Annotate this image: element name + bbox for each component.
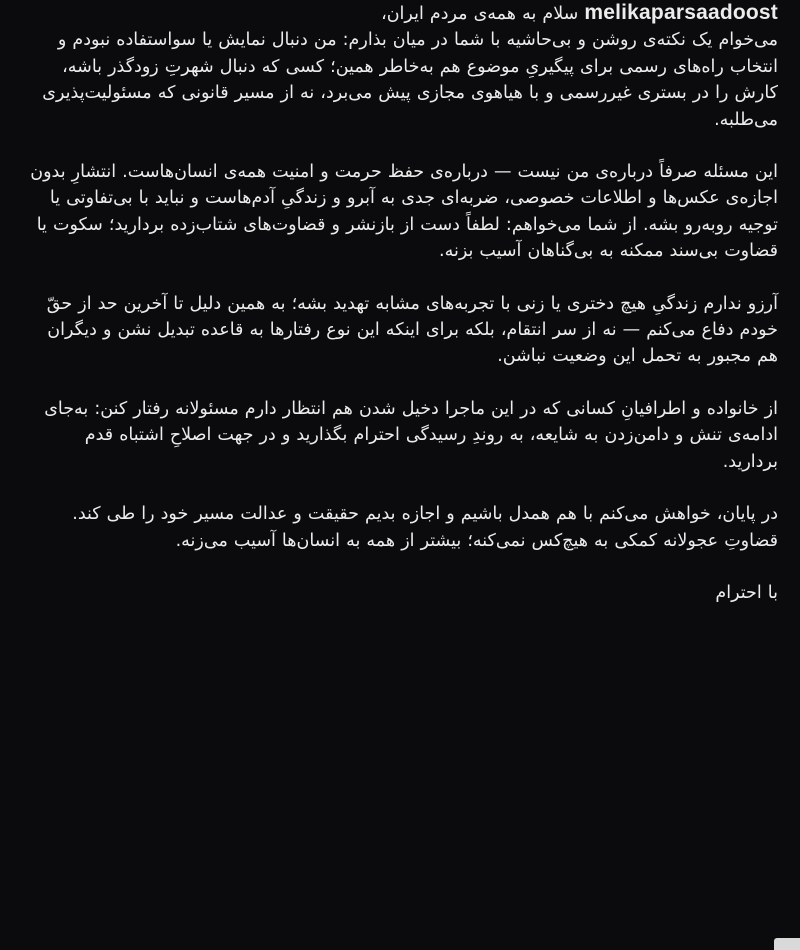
caption-paragraph-5: در پایان، خواهش می‌کنم با هم همدل باشیم و اجازه بدیم حقیقت و عدالت مسیر خود را طی کند. قضاوتِ عجولانه کمکی به هیچ‌کس نمی‌کنه؛ بیشتر از همه به انسان‌ها آسیب می‌زنه. xyxy=(72,504,778,551)
caption-paragraph-1 xyxy=(24,0,778,133)
caption-paragraph-3: آرزو ندارم زندگیِ هیچ دختری یا زنی با تجربه‌های مشابه تهدید بشه؛ به همین دلیل تا آخرین حد از حقّ خودم دفاع می‌کنم — نه از سر انتقام، بلکه برای اینکه این نوع رفتارها به قاعده تبدیل نشن و دیگران هم مجبور به تحمل این وضعیت نباشن. xyxy=(46,293,778,367)
caption-text-1: می‌خوام یک نکته‌ی روشن و بی‌حاشیه با شما در میان بذارم: من دنبال نمایش یا سواستفاده نبودم و انتخاب راه‌های رسمی برای پیگیریِ موضوع هم به‌خاطر همین؛ کسی که دنبال شهرتِ زودگذر باشه، کارش را در بستری غیررسمی و با هیاهوی مجازی پیش می‌برد، نه از مسیر قانونی که مسئولیت‌پذیری می‌طلبه. xyxy=(42,30,778,130)
signoff-text: با احترام xyxy=(715,582,778,603)
caption-paragraph-4: از خانواده و اطرافیانِ کسانی که در این ماجرا دخیل شدن هم انتظار دارم مسئولانه رفتار کنن: به‌جای ادامه‌ی تنش و دامن‌زدن به شایعه، به روندِ رسیدگی احترام بگذارید و در جهت اصلاحِ اشتباه قدم بردارید. xyxy=(44,398,778,472)
username-link[interactable]: melikaparsaadoost xyxy=(584,1,778,24)
greeting-text: سلام به همه‌ی مردم ایران، xyxy=(381,4,579,24)
post-caption xyxy=(24,0,778,606)
caption-paragraph-2: این مسئله صرفاً درباره‌ی من نیست — درباره‌ی حفظ حرمت و امنیت همه‌ی انسان‌هاست. انتشارِ بدون اجازه‌ی عکس‌ها و اطلاعات خصوصی، ضربه‌ای جدی به آبرو و زندگیِ آدم‌هاست و نباید با بی‌تفاوتی یا توجیه روبه‌رو بشه. از شما می‌خواهم: لطفاً دست از بازنشر و قضاوت‌های شتاب‌زده بردارید؛ سکوت یا قضاوت بی‌سند ممکنه به بی‌گناهان آسیب بزنه. xyxy=(30,162,778,262)
corner-mark xyxy=(774,938,800,950)
